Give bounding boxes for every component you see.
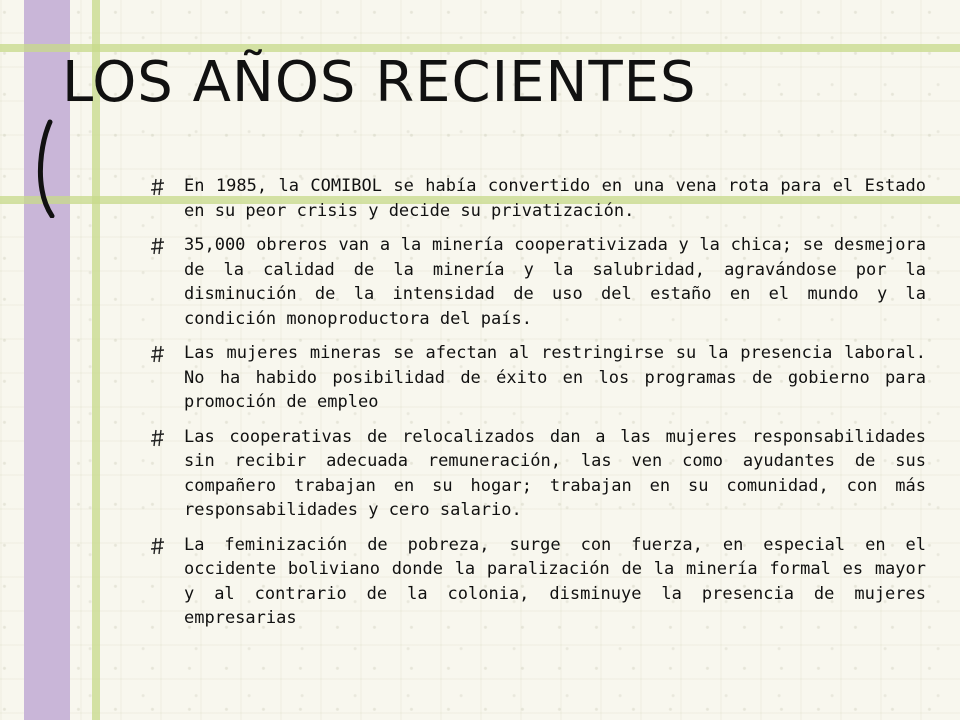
hash-bullet-icon <box>150 344 166 364</box>
hash-bullet-icon <box>150 536 166 556</box>
bullet-text: 35,000 obreros van a la minería cooperativizada y la chica; se desmejora de la calidad de la minería y la salubridad, agravándose por la disminución de la intensidad de uso del estaño en el mundo y la condición monoproductora del país. <box>184 235 926 329</box>
bullet-list <box>148 174 926 641</box>
bullet-item <box>148 233 926 331</box>
hash-bullet-icon <box>150 177 166 197</box>
bracket-icon <box>28 118 68 218</box>
hash-bullet-icon <box>150 236 166 256</box>
bullet-text: Las mujeres mineras se afectan al restringirse su la presencia laboral. No ha habido posibilidad de éxito en los programas de gobierno para promoción de empleo <box>184 343 926 412</box>
bullet-item <box>148 174 926 223</box>
hash-bullet-icon <box>150 428 166 448</box>
bullet-text: La feminización de pobreza, surge con fuerza, en especial en el occidente boliviano donde la paralización de la minería formal es mayor y al contrario de la colonia, disminuye la presencia de mujeres empresarias <box>184 534 926 628</box>
bullet-text: En 1985, la COMIBOL se había convertido en una vena rota para el Estado en su peor crisis y decide su privatización. <box>184 176 926 221</box>
slide-title: LOS AÑOS RECIENTES <box>62 50 697 115</box>
bullet-item <box>148 425 926 523</box>
bullet-text: Las cooperativas de relocalizados dan a las mujeres responsabilidades sin recibir adecuada remuneración, las ven como ayudantes de sus compañero trabajan en su hogar; trabajan en su comunidad, con más responsabilidades y cero salario. <box>184 426 926 520</box>
bullet-item <box>148 533 926 631</box>
bullet-item <box>148 341 926 415</box>
